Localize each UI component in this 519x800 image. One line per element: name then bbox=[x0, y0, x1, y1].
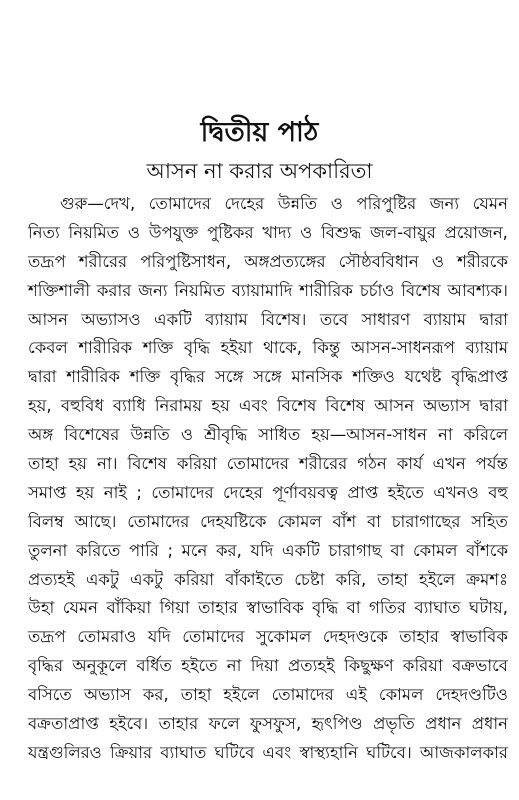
text-line bbox=[28, 479, 508, 508]
word: জল-বায়ুর bbox=[370, 222, 436, 242]
word: থাকে, bbox=[263, 338, 302, 358]
text-line bbox=[28, 566, 508, 595]
word: বক্রভাবে bbox=[452, 656, 508, 676]
word: ও bbox=[180, 425, 194, 445]
word: বিলম্ব bbox=[28, 511, 64, 531]
word: অভ্যাসও bbox=[81, 309, 141, 329]
word: ব্যায়াম bbox=[423, 309, 467, 329]
word: হৃৎপিণ্ড bbox=[311, 714, 363, 734]
text-line bbox=[28, 623, 508, 652]
word: দেহের bbox=[224, 194, 265, 213]
word: শক্তিও bbox=[352, 367, 395, 387]
word: অনুকূলে bbox=[72, 656, 128, 676]
word: কর, bbox=[215, 540, 242, 560]
word: বিশেষ। bbox=[261, 309, 307, 329]
word: চারাগাছ bbox=[328, 540, 382, 560]
text-line bbox=[28, 508, 508, 537]
word: শারীরিক bbox=[299, 280, 353, 300]
word: তোমাদের bbox=[271, 685, 334, 705]
word: পারি bbox=[128, 540, 159, 560]
word: না bbox=[226, 656, 242, 676]
word: প্রত্যহই bbox=[28, 569, 75, 589]
word: কোমল bbox=[378, 685, 424, 705]
word: তাহা bbox=[377, 569, 408, 589]
word: হয় bbox=[75, 482, 95, 502]
word: চেষ্টা bbox=[294, 569, 325, 589]
word: পুষ্টিকর bbox=[207, 222, 254, 242]
word: চর্চাও bbox=[359, 280, 395, 300]
word: বিশেষ bbox=[401, 280, 441, 300]
word: তোমাদের bbox=[226, 454, 289, 474]
word: দ্বারা bbox=[479, 396, 508, 416]
word: তুলনা bbox=[28, 540, 68, 560]
word: সহিত bbox=[471, 511, 508, 531]
word: তোমাদের bbox=[148, 194, 211, 213]
word: সঙ্গে bbox=[214, 367, 244, 387]
word: করি, bbox=[335, 569, 367, 589]
word: না। bbox=[96, 454, 118, 474]
word: শ্রীবৃদ্ধি bbox=[204, 425, 248, 445]
word: তোমাদের bbox=[151, 482, 214, 502]
word: অভ্যাস bbox=[83, 685, 131, 705]
word: বা bbox=[346, 598, 361, 618]
word: তোমরাও bbox=[77, 627, 137, 647]
word: সঙ্গে bbox=[253, 367, 282, 387]
body-paragraph bbox=[28, 190, 508, 768]
text-line bbox=[28, 392, 508, 421]
word: আসন bbox=[28, 309, 68, 329]
word: করিলে bbox=[463, 425, 508, 445]
word: ও bbox=[127, 222, 140, 242]
word: হয়—আসন-সাধন bbox=[311, 425, 427, 445]
word: দেহদণ্ডকে bbox=[322, 627, 388, 647]
word: যেমন bbox=[62, 598, 98, 618]
text-line bbox=[28, 652, 508, 681]
lesson-heading: দ্বিতীয় পাঠ bbox=[200, 117, 319, 148]
word: হইয়া bbox=[220, 338, 253, 358]
word: তাহা bbox=[180, 685, 212, 705]
word: বাঁশকে bbox=[466, 540, 508, 560]
word: বাঁকাইতে bbox=[225, 569, 284, 589]
word: হইতে bbox=[387, 482, 424, 502]
word: কোমল bbox=[412, 540, 458, 560]
word: যথেষ্ট bbox=[404, 367, 442, 387]
word: তোমাদের bbox=[127, 511, 190, 531]
word: উন্নতি bbox=[130, 425, 170, 445]
word: সাধিত bbox=[258, 425, 301, 445]
word: বৃদ্ধিপ্রাপ্ত bbox=[451, 367, 508, 387]
word: হইলে bbox=[419, 569, 456, 589]
word: হইলে bbox=[223, 685, 260, 705]
word: না bbox=[438, 425, 453, 445]
text-line bbox=[28, 450, 508, 479]
word: তবে bbox=[319, 309, 349, 329]
word: ক্রমশঃ bbox=[466, 569, 508, 589]
word: বৃদ্ধির bbox=[28, 656, 64, 676]
word: যদি bbox=[147, 627, 171, 647]
word: নিয়মিত bbox=[68, 222, 120, 242]
word: ; bbox=[167, 540, 173, 560]
word: কোমল bbox=[277, 511, 322, 531]
word: শারীরিক bbox=[78, 338, 133, 358]
word: বৃদ্ধি bbox=[183, 338, 210, 358]
word: ক্রিয়ার bbox=[110, 742, 153, 762]
word: একটি bbox=[154, 309, 192, 329]
word: বিশেষ bbox=[127, 454, 167, 474]
word: শরীরের bbox=[298, 454, 348, 474]
word: অভ্যাস bbox=[423, 396, 471, 416]
word: শারীরিক bbox=[66, 367, 120, 387]
word: কর, bbox=[142, 685, 169, 705]
text-line bbox=[28, 363, 508, 392]
word: নিয়মিত bbox=[174, 280, 225, 300]
word: উপযুক্ত bbox=[148, 222, 199, 242]
word: আসন bbox=[374, 396, 415, 416]
word: ঘটায়, bbox=[469, 598, 508, 618]
word: বিশুদ্ধ bbox=[321, 222, 362, 242]
word: অঙ্গ bbox=[28, 425, 54, 445]
lesson-subtitle: আসন না করার অপকারিতা bbox=[146, 159, 373, 183]
word: শক্তি bbox=[129, 367, 161, 387]
word: বহু bbox=[488, 482, 508, 502]
word: কিন্তু bbox=[312, 338, 341, 358]
word: চারাগাছের bbox=[391, 511, 461, 531]
word: তাহা bbox=[28, 454, 59, 474]
word: দেহদণ্ডটিও bbox=[435, 685, 508, 705]
text-line bbox=[28, 421, 508, 450]
word: ও bbox=[431, 251, 444, 271]
word: ও bbox=[300, 222, 313, 242]
text-line bbox=[28, 248, 508, 277]
word: নিত্য bbox=[28, 222, 60, 242]
word: প্রাপ্ত bbox=[347, 482, 379, 502]
word: পরিপুষ্টিসাধন, bbox=[140, 251, 232, 271]
word: এখনও bbox=[433, 482, 479, 502]
word: হয়, bbox=[28, 396, 52, 416]
word: প্রধান bbox=[425, 714, 462, 734]
word: দেহের bbox=[223, 482, 263, 502]
word: কিছুক্ষণ bbox=[343, 656, 394, 676]
word: বসিতে bbox=[28, 685, 72, 705]
word: ; bbox=[136, 482, 142, 502]
word: বাঁকিয়া bbox=[106, 598, 152, 618]
text-line bbox=[28, 681, 508, 710]
word: এই bbox=[345, 685, 367, 705]
word: যন্ত্রগুলিরও bbox=[28, 742, 102, 762]
word: উহা bbox=[28, 598, 55, 618]
word: করিয়া bbox=[176, 454, 217, 474]
word: করার bbox=[96, 280, 132, 300]
word: হইতে bbox=[181, 656, 218, 676]
word: তাহার bbox=[158, 714, 199, 734]
word: তাহার bbox=[198, 598, 238, 618]
word: মনে bbox=[181, 540, 208, 560]
word: হইবে। bbox=[109, 714, 149, 734]
word: বা bbox=[366, 511, 381, 531]
word: দ্বারা bbox=[28, 367, 57, 387]
word: করিতে bbox=[75, 540, 121, 560]
word: ব্যায়াম bbox=[465, 338, 508, 358]
word: দ্বারা bbox=[479, 309, 508, 329]
word: শক্তিশালী bbox=[28, 280, 91, 300]
word: স্বাভাবিক bbox=[246, 598, 304, 618]
text-line bbox=[28, 306, 508, 335]
text-line bbox=[28, 190, 508, 219]
word: ঘটিবে। bbox=[366, 742, 412, 762]
word: আবশ্যক। bbox=[447, 280, 508, 300]
word: দিয়া bbox=[250, 656, 279, 676]
word: এবং bbox=[262, 742, 292, 762]
text-line bbox=[28, 537, 508, 566]
word: অঙ্গপ্রত্যঙ্গের bbox=[244, 251, 326, 271]
word: বাঁশ bbox=[332, 511, 357, 531]
word: বা bbox=[390, 540, 405, 560]
text-line bbox=[28, 710, 508, 739]
word: নিরাময় bbox=[154, 396, 203, 416]
word: শরীরের bbox=[78, 251, 128, 271]
text-line bbox=[28, 594, 508, 623]
text-line bbox=[28, 277, 508, 306]
word: যেমন bbox=[472, 194, 508, 213]
word: কেবল bbox=[28, 338, 68, 358]
word: ব্যায়ামাদি bbox=[231, 280, 293, 300]
word: স্বাস্থ্যহানি bbox=[299, 742, 358, 762]
word: বর্ধিত bbox=[136, 656, 172, 676]
word: সাধারণ bbox=[361, 309, 411, 329]
word: তদ্রূপ bbox=[28, 627, 66, 647]
word: ব্যাঘাত bbox=[160, 742, 207, 762]
word: বিশেষ bbox=[276, 396, 317, 416]
word: গুরু—দেখ, bbox=[60, 194, 136, 213]
word: স্বাভাবিক bbox=[450, 627, 508, 647]
word: এবং bbox=[238, 396, 268, 416]
word: বৃদ্ধি bbox=[312, 598, 339, 618]
text-line bbox=[28, 739, 508, 768]
word: পূর্ণাবয়বত্ব bbox=[272, 482, 339, 502]
word: হয় bbox=[211, 396, 230, 416]
word: আজকালকার bbox=[419, 742, 508, 762]
word: গিয়া bbox=[159, 598, 190, 618]
text-line bbox=[28, 334, 508, 363]
word: তদ্রূপ bbox=[28, 251, 66, 271]
word: শক্তি bbox=[142, 338, 174, 358]
word: ঘটিবে bbox=[214, 742, 255, 762]
word: ব্যায়াম bbox=[205, 309, 248, 329]
word: একটি bbox=[282, 540, 320, 560]
word: জন্য bbox=[138, 280, 168, 300]
word: গতির bbox=[369, 598, 406, 618]
word: গঠন bbox=[357, 454, 387, 474]
word: বক্রতাপ্রাপ্ত bbox=[28, 714, 99, 734]
word: বিশেষের bbox=[64, 425, 120, 445]
word: কার্য bbox=[396, 454, 423, 474]
word: সুকোমল bbox=[256, 627, 312, 647]
word: ব্যাধি bbox=[112, 396, 146, 416]
word: আছে। bbox=[74, 511, 117, 531]
word: পরিপুষ্টির bbox=[356, 194, 417, 213]
word: মানসিক bbox=[291, 367, 343, 387]
word: করিয়া bbox=[174, 569, 215, 589]
word: প্রধান bbox=[471, 714, 508, 734]
word: হয় bbox=[68, 454, 87, 474]
word: প্রভৃতি bbox=[373, 714, 415, 734]
word: তোমাদের bbox=[182, 627, 245, 647]
word: বহুবিধ bbox=[60, 396, 104, 416]
word: নাই bbox=[103, 482, 127, 502]
word: উন্নতি bbox=[277, 194, 318, 213]
word: একটু bbox=[85, 569, 119, 589]
word: করিয়া bbox=[402, 656, 443, 676]
word: বিশেষ bbox=[325, 396, 365, 416]
word: দেহযষ্টিকে bbox=[200, 511, 267, 531]
word: জন্য bbox=[429, 194, 460, 213]
word: ফুসফুস, bbox=[250, 714, 302, 734]
word: ও bbox=[330, 194, 343, 213]
word: সৌষ্ঠববিধান bbox=[338, 251, 419, 271]
word: যদি bbox=[250, 540, 274, 560]
word: সমাপ্ত bbox=[28, 482, 67, 502]
word: শরীরকে bbox=[457, 251, 508, 271]
word: আসন-সাধনরূপ bbox=[350, 338, 455, 358]
word: তাহার bbox=[399, 627, 439, 647]
word: পর্যন্ত bbox=[475, 454, 508, 474]
word: একটু bbox=[130, 569, 164, 589]
word: বৃদ্ধির bbox=[170, 367, 206, 387]
text-line bbox=[28, 219, 508, 248]
word: এখন bbox=[432, 454, 466, 474]
word: ব্যাঘাত bbox=[414, 598, 461, 618]
word: খাদ্য bbox=[262, 222, 292, 242]
word: প্রয়োজন, bbox=[444, 222, 508, 242]
word: ফলে bbox=[208, 714, 240, 734]
word: প্রত্যহই bbox=[287, 656, 335, 676]
